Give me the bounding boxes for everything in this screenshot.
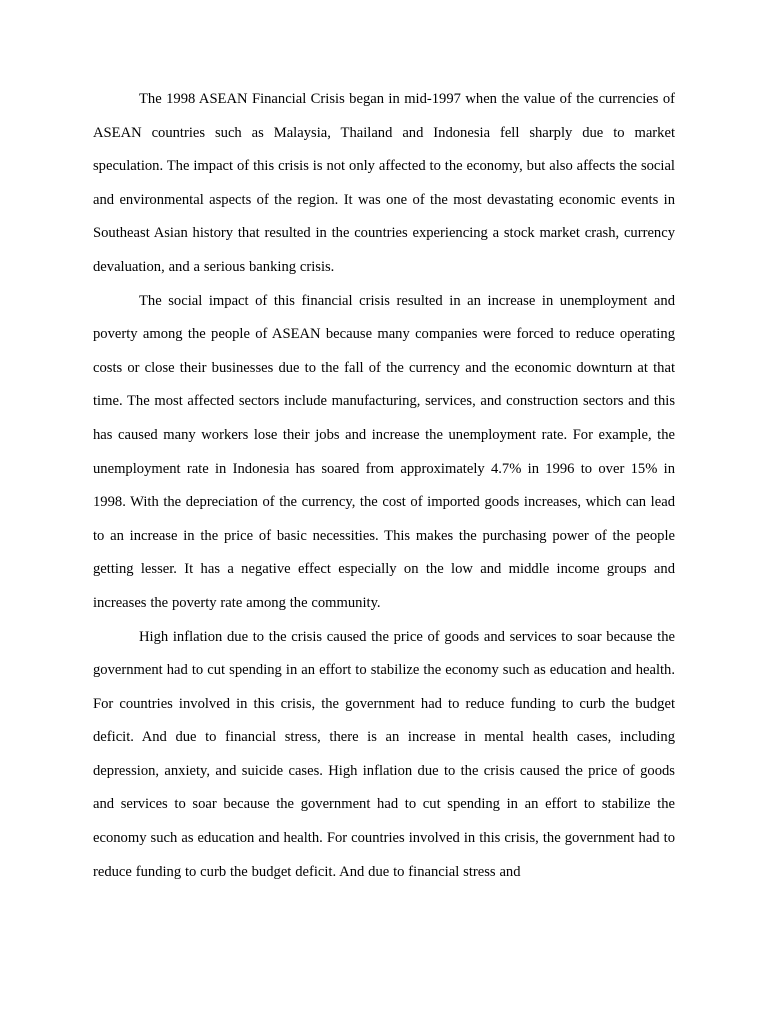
- paragraph-3: High inflation due to the crisis caused the price of goods and services to soar because the government had to cut spending in an effort to stabilize the economy such as education and health. For countries involved in this crisis, the government had to reduce funding to curb the budget deficit. And due to financial stress, there is an increase in mental health cases, including depression, anxiety, and suicide cases. High inflation due to the crisis caused the price of goods and services to soar because the government had to cut spending in an effort to stabilize the economy such as education and health. For countries involved in this crisis, the government had to reduce funding to curb the budget deficit. And due to financial stress and: [93, 628, 675, 880]
- paragraph-1: The 1998 ASEAN Financial Crisis began in mid-1997 when the value of the currencies of ASEAN countries such as Malaysia, Thailand and Indonesia fell sharply due to market speculation. The impact of this crisis is not only affected to the economy, but also affects the social and environmental aspects of the region. It was one of the most devastating economic events in Southeast Asian history that resulted in the countries experiencing a stock market crash, currency devaluation, and a serious banking crisis.: [93, 91, 675, 275]
- paragraph-2: The social impact of this financial crisis resulted in an increase in unemployment and poverty among the people of ASEAN because many companies were forced to reduce operating costs or close their businesses due to the fall of the currency and the economic downturn at that time. The most affected sectors include manufacturing, services, and construction sectors and this has caused many workers lose their jobs and increase the unemployment rate. For example, the unemployment rate in Indonesia has soared from approximately 4.7% in 1996 to over 15% in 1998. With the depreciation of the currency, the cost of imported goods increases, which can lead to an increase in the price of basic necessities. This makes the purchasing power of the people getting lesser. It has a negative effect especially on the low and middle income groups and increases the poverty rate among the community.: [93, 292, 675, 611]
